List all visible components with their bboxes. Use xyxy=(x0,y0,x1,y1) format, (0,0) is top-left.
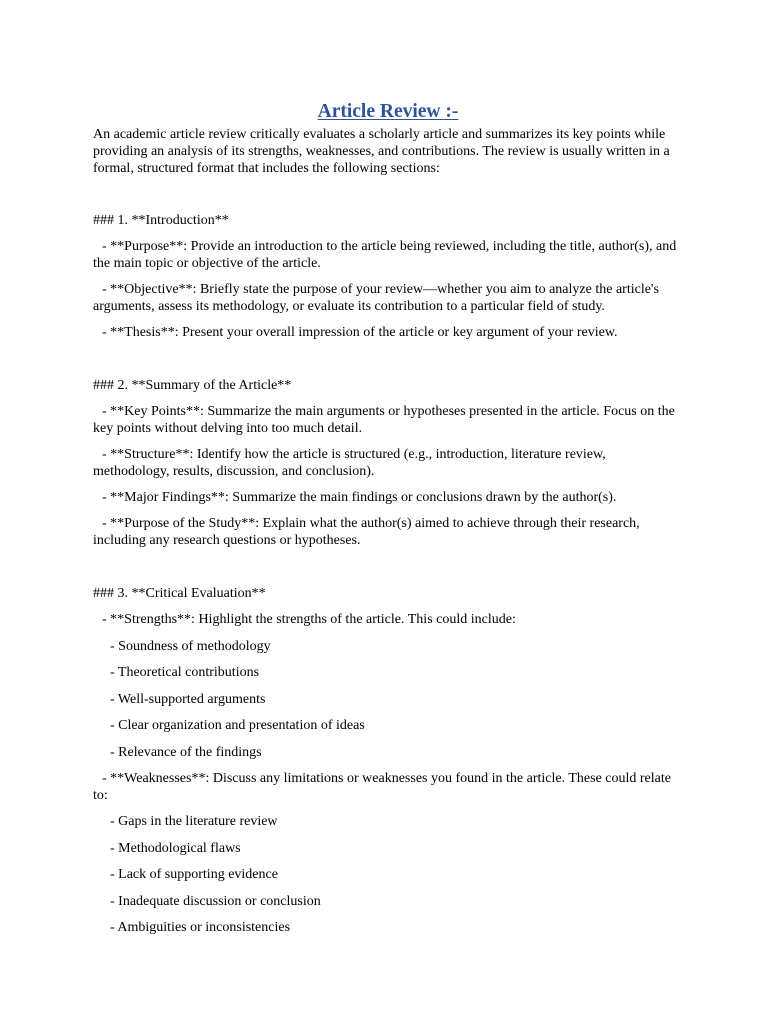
section-heading-summary: ### 2. **Summary of the Article** xyxy=(93,378,292,393)
sub-item: - Theoretical contributions xyxy=(110,665,260,680)
list-item-structure: - **Structure**: Identify how the article is structured (e.g., introduction, literature review, methodology, results, discussion, and conclusion). xyxy=(93,447,606,479)
sub-item: - Clear organization and presentation of ideas xyxy=(110,718,365,733)
list-item-objective: - **Objective**: Briefly state the purpose of your review—whether you aim to analyze the article's arguments, assess its methodology, or evaluate its contribution to a particular field of study. xyxy=(93,282,659,314)
section-heading-introduction: ### 1. **Introduction** xyxy=(93,213,229,228)
sub-item: - Gaps in the literature review xyxy=(110,814,278,829)
spacer xyxy=(93,177,683,203)
section-heading-critical-evaluation: ### 3. **Critical Evaluation** xyxy=(93,586,266,601)
sub-item: - Methodological flaws xyxy=(110,840,241,856)
intro-paragraph: An academic article review critically evaluates a scholarly article and summarizes its key points while providing an analysis of its strengths, weaknesses, and contributions. The review is usually written in a formal, structured format that includes the following sections: xyxy=(93,127,670,176)
list-item-thesis: - **Thesis**: Present your overall impression of the article or key argument of your review. xyxy=(102,325,618,340)
list-item-purpose-of-study: - **Purpose of the Study**: Explain what the author(s) aimed to achieve through their research, including any research questions or hypotheses. xyxy=(93,516,640,548)
list-item-key-points: - **Key Points**: Summarize the main arguments or hypotheses presented in the article. Focus on the key points without delving into too much detail. xyxy=(93,404,675,436)
sub-item: - Soundness of methodology xyxy=(110,638,271,654)
spacer xyxy=(93,549,683,576)
sub-item: - Inadequate discussion or conclusion xyxy=(110,893,321,909)
sub-item: - Relevance of the findings xyxy=(110,744,262,760)
sub-item: - Ambiguities or inconsistencies xyxy=(110,920,291,935)
list-item-purpose: - **Purpose**: Provide an introduction to the article being reviewed, including the title, author(s), and the main topic or objective of the article. xyxy=(93,239,677,271)
sub-item: - Well-supported arguments xyxy=(110,691,266,707)
document-title: Article Review :- xyxy=(317,101,459,122)
sub-item: - Lack of supporting evidence xyxy=(110,867,278,882)
spacer xyxy=(93,341,683,368)
list-item-major-findings: - **Major Findings**: Summarize the main findings or conclusions drawn by the author(s). xyxy=(102,490,617,505)
list-item-weaknesses: - **Weaknesses**: Discuss any limitations or weaknesses you found in the article. These could relate to: xyxy=(93,770,671,803)
list-item-strengths: - **Strengths**: Highlight the strengths of the article. This could include: xyxy=(102,612,516,627)
document-body xyxy=(93,100,683,936)
